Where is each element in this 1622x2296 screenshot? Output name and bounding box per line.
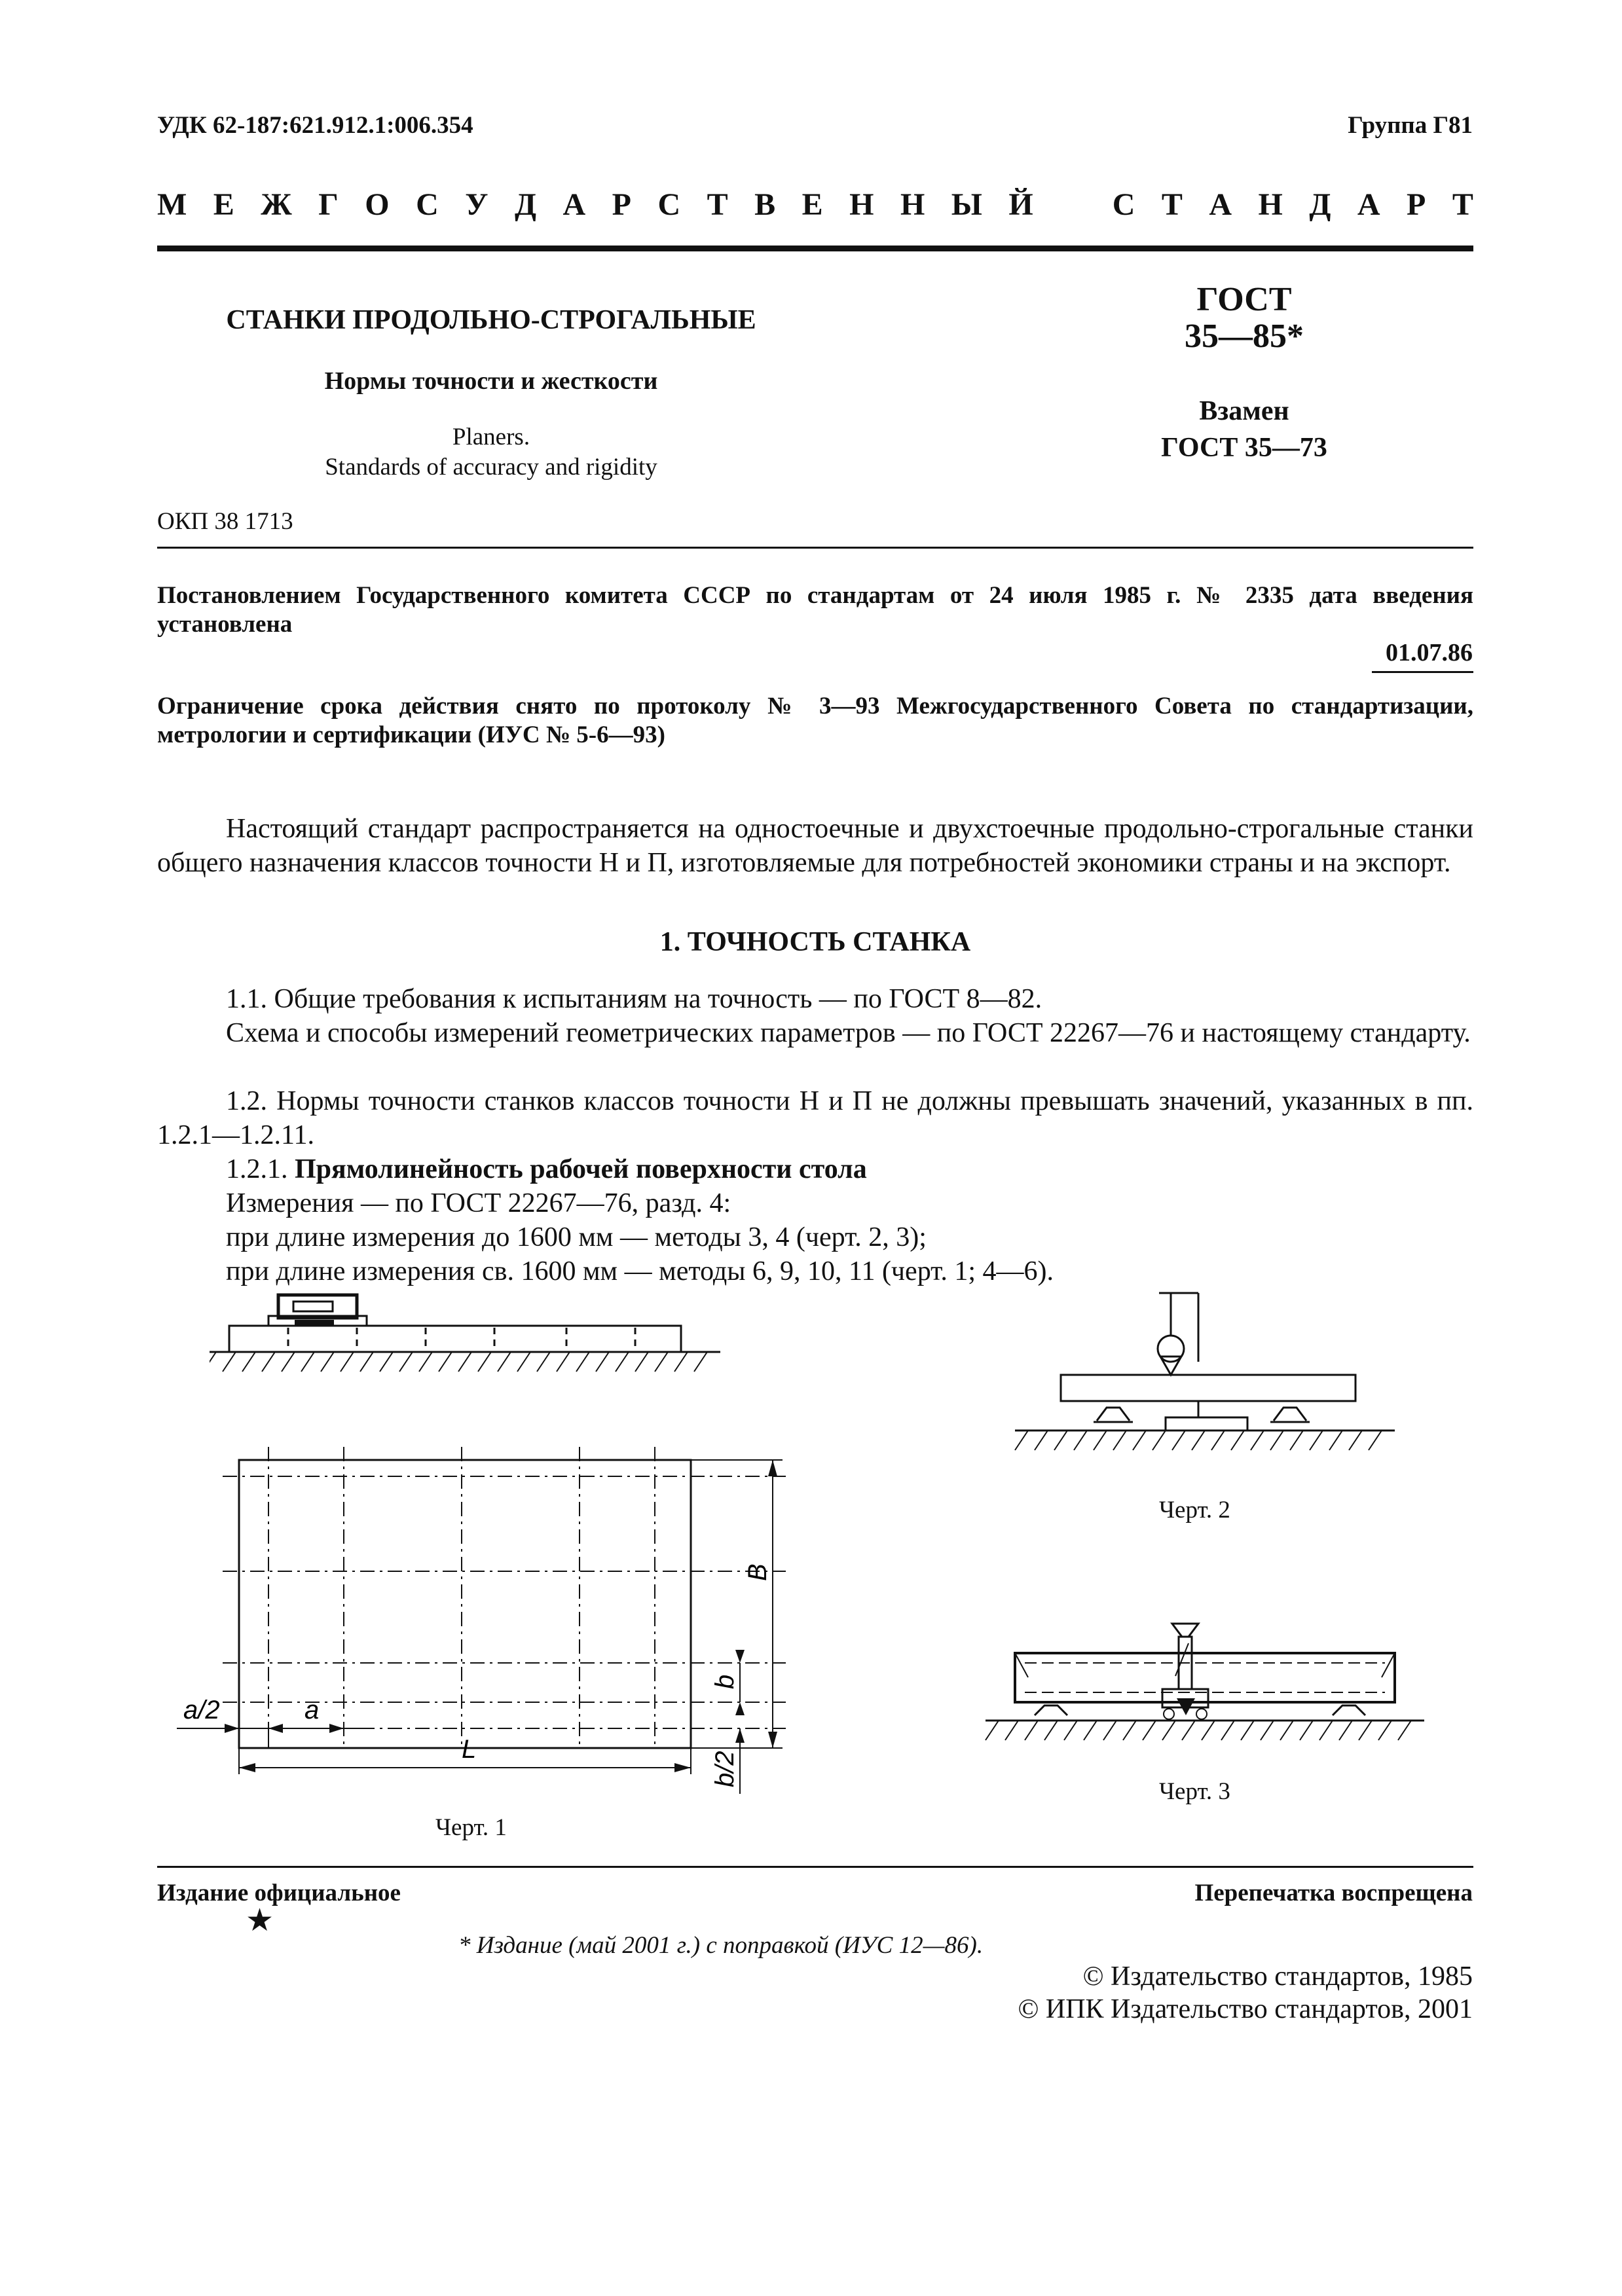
gost-code: 35—85* bbox=[1185, 318, 1304, 355]
standard-title: СТАНКИ ПРОДОЛЬНО-СТРОГАЛЬНЫЕ bbox=[226, 305, 756, 335]
reprint-prohibited: Перепечатка воспрещена bbox=[1194, 1880, 1473, 1906]
interstate-letter: О bbox=[365, 187, 390, 222]
gost-label: ГОСТ bbox=[1196, 281, 1292, 318]
limitation-text: Ограничение срока действия снято по протоколу № 3—93 Межгосударственного Совета по стандартизации, метрологии и сертификации (ИУС № 5-6—93) bbox=[157, 693, 1473, 748]
english-title-line: Planers. bbox=[452, 424, 530, 450]
replaces-label: Взамен bbox=[1199, 396, 1289, 426]
intro-paragraph: Настоящий стандарт распространяется на одностоечные и двухстоечные продольно-строгальные станки общего назначения классов точности Н и П, изготовляемые для потребностей экономики страны и на экспорт. bbox=[157, 814, 1473, 878]
date-underline bbox=[1372, 671, 1473, 673]
replaces-block bbox=[1100, 393, 1388, 466]
dim-a-half: a/2 bbox=[183, 1696, 220, 1724]
group-code: Группа Г81 bbox=[1348, 112, 1473, 139]
paragraph-1-1: 1.1. Общие требования к испытаниям на точность — по ГОСТ 8—82. bbox=[226, 984, 1042, 1014]
interstate-letter: С bbox=[657, 187, 681, 222]
figure-3-bridge bbox=[979, 1617, 1437, 1761]
figure-3-caption: Черт. 3 bbox=[1159, 1778, 1230, 1805]
clause-number: 1.2.1. bbox=[226, 1154, 288, 1184]
figure-level-on-table bbox=[210, 1270, 733, 1381]
interstate-letter: Д bbox=[1309, 187, 1331, 222]
gost-number bbox=[1100, 282, 1388, 355]
interstate-letter: Ж bbox=[261, 187, 292, 222]
introduction-date: 01.07.86 bbox=[1386, 639, 1473, 666]
word-gap bbox=[1060, 187, 1086, 223]
heading-rule bbox=[157, 246, 1473, 251]
interstate-letter: Г bbox=[318, 187, 339, 222]
udk-code: УДК 62-187:621.912.1:006.354 bbox=[157, 112, 473, 139]
interstate-letter: А bbox=[562, 187, 586, 222]
interstate-letter: У bbox=[465, 187, 488, 222]
standard-subtitle: Нормы точности и жесткости bbox=[324, 367, 658, 395]
interstate-letter: Й bbox=[1008, 187, 1033, 222]
footer-rule bbox=[157, 1866, 1473, 1868]
interstate-letter: С bbox=[416, 187, 439, 222]
interstate-letter: Т bbox=[707, 187, 728, 222]
replaces-code: ГОСТ 35—73 bbox=[1161, 433, 1327, 463]
measurements-method-a: при длине измерения до 1600 мм — методы 3, 4 (черт. 2, 3); bbox=[226, 1222, 927, 1252]
interstate-letter: А bbox=[1357, 187, 1380, 222]
interstate-letter: С bbox=[1112, 187, 1135, 222]
interstate-letter: Д bbox=[514, 187, 537, 222]
title-rule bbox=[157, 547, 1473, 549]
dim-B: B bbox=[743, 1563, 772, 1581]
measurements-line: Измерения — по ГОСТ 22267—76, разд. 4: bbox=[226, 1188, 731, 1218]
star-icon: ★ bbox=[246, 1903, 274, 1938]
interstate-letter: Т bbox=[1452, 187, 1473, 222]
interstate-standard-heading bbox=[157, 187, 1473, 223]
clause-title: Прямолинейность рабочей поверхности стола bbox=[295, 1154, 867, 1184]
measurements-method-b: при длине измерения св. 1600 мм — методы 6, 9, 10, 11 (черт. 1; 4—6). bbox=[226, 1256, 1054, 1286]
edition-note: * Издание (май 2001 г.) с поправкой (ИУС 12—86). bbox=[458, 1932, 984, 1959]
interstate-letter: Ы bbox=[951, 187, 982, 222]
dim-a: a bbox=[304, 1696, 320, 1724]
interstate-letter: Н bbox=[1258, 187, 1283, 222]
interstate-letter: М bbox=[157, 187, 187, 222]
english-title-line: Standards of accuracy and rigidity bbox=[325, 454, 657, 481]
dim-b: b bbox=[710, 1674, 739, 1689]
decree-text: Постановлением Государственного комитета СССР по стандартам от 24 июля 1985 г. № 2335 дата введения установлена bbox=[157, 582, 1473, 638]
paragraph-1-1b: Схема и способы измерений геометрических параметров — по ГОСТ 22267—76 и настоящему стандарту. bbox=[226, 1018, 1471, 1048]
dim-b-half: b/2 bbox=[710, 1751, 739, 1787]
section-heading: 1. ТОЧНОСТЬ СТАНКА bbox=[659, 927, 971, 957]
paragraph-1-2: 1.2. Нормы точности станков классов точности Н и П не должны превышать значений, указанных в пп. 1.2.1—1.2.11. bbox=[157, 1086, 1473, 1150]
interstate-letter: А bbox=[1209, 187, 1232, 222]
interstate-letter: Е bbox=[213, 187, 234, 222]
copyright-1985: © Издательство стандартов, 1985 bbox=[1082, 1961, 1473, 1992]
paragraph-1-2-1 bbox=[157, 1152, 1473, 1186]
interstate-letter: Т bbox=[1161, 187, 1183, 222]
interstate-letter: Р bbox=[612, 187, 631, 222]
figure-1-caption: Черт. 1 bbox=[435, 1814, 507, 1841]
figure-1-grid bbox=[157, 1440, 812, 1807]
official-edition: Издание официальное bbox=[157, 1880, 401, 1906]
dim-L: L bbox=[462, 1735, 477, 1764]
interstate-letter: В bbox=[754, 187, 776, 222]
interstate-letter: Е bbox=[802, 187, 823, 222]
okp-code: ОКП 38 1713 bbox=[157, 508, 293, 535]
copyright-2001: © ИПК Издательство стандартов, 2001 bbox=[1018, 1994, 1473, 2024]
interstate-letter: Н bbox=[900, 187, 925, 222]
figure-2-caption: Черт. 2 bbox=[1159, 1497, 1230, 1523]
english-title bbox=[157, 422, 825, 483]
figure-2-indicator bbox=[1002, 1283, 1408, 1480]
interstate-letter: Р bbox=[1407, 187, 1426, 222]
interstate-letter: Н bbox=[849, 187, 874, 222]
